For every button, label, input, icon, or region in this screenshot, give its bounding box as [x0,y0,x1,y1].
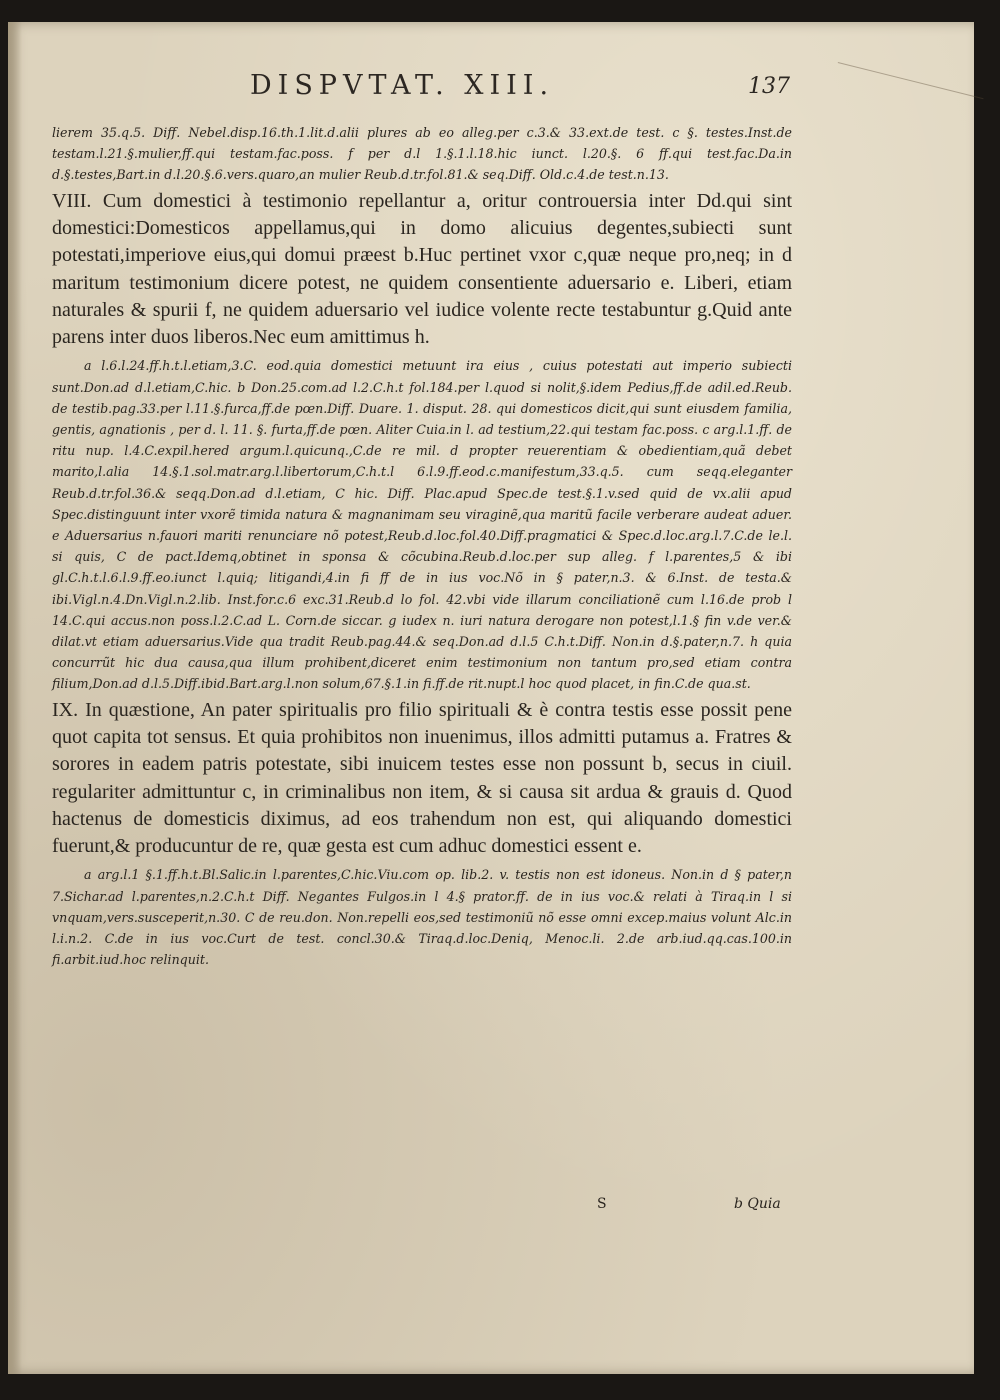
footnotes-ix: a arg.l.1 §.1.ff.h.t.Bl.Salic.in l.parentes,C.hic.Viu.com op. lib.2. v. testis non est idoneus. Non.in d § pater,n 7.Sichar.ad l.parentes,n.2.C.h.t Diff. Negantes Fulgos.in l 4.§ prator.ff. de in ius voc.& relati à Tiraq.in l si vnquam,vers.susceperit,n.30. C de reu.don. Non.repelli eos,sed testimoniũ nõ esse omni excep.maius volunt Alc.in l.i.n.2. C.de in ius voc.Curt de test. concl.30.& Tiraq.d.loc.Deniq, Menoc.li. 2.de arb.iud.qq.cas.100.in fi.arbit.iud.hoc relinquit. [52,867,792,968]
signature-mark: S [597,1196,607,1212]
page-footer [52,1194,792,1220]
catchword: b Quia [734,1196,781,1212]
paragraph-viii: VIII. Cum domestici à testimonio repellantur a, oritur controuersia inter Dd.qui sint domestici:Domesticos appellamus,qui in domo alicuius degentes,subiecti sunt potestati,imperiove eius,qui domui præest b.Huc pertinet vxor c,quæ neque pro,neq; in d maritum testimonium dicere potest, ne quidem consentiente aduersario e. Liberi, etiam naturales & spurii f, ne quidem aduersario vel iudice volente recte testabuntur g.Quid ante parens inter duos liberos.Nec eum amittimus h. [52,189,792,349]
corner-crease [826,62,984,148]
footnotes-continued: lierem 35.q.5. Diff. Nebel.disp.16.th.1.lit.d.alii plures ab eo alleg.per c.3.& 33.ext.de test. c §. testes.Inst.de testam.l.21.§.mulier,ff.qui testam.fac.poss. f per d.l 1.§.1.l.18.hic iunct. l.20.§. 6 ff.qui test.fac.Da.in d.§.testes,Bart.in d.l.20.§.6.vers.quaro,an mulier Reub.d.tr.fol.81.& seq.Diff. Old.c.4.de test.n.13. [52,125,792,183]
binding-shadow [8,22,22,1374]
running-head: DISPVTAT. XIII. [250,70,555,101]
paragraph-ix: IX. In quæstione, An pater spiritualis pro filio spirituali & è contra testis esse possit pene quot capita tot sensus. Et quia prohibitos non inuenimus, illos admitti putamus a. Fratres & sorores in eadem patris potestate, sibi inuicem testes esse non possunt b, secus in ciuil. regulariter admittuntur c, in criminalibus non item, & si causa sit ardua & grauis d. Quod hactenus de domesticis diximus, ad eos trahendum non est, qui aliquando domestici fuerunt,& producuntur de re, quæ gesta est cum adhuc domestici essent e. [52,698,792,858]
page-body [52,122,792,970]
page-number: 137 [748,74,790,99]
footnotes-viii: a l.6.l.24.ff.h.t.l.etiam,3.C. eod.quia domestici metuunt ira eius , cuius potestati aut imperio subiecti sunt.Don.ad d.l.etiam,C.hic. b Don.25.com.ad l.2.C.h.t fol.184.per l.quod si nolit,§.idem Pedius,ff.de adil.ed.Reub. de testib.pag.33.per l.11.§.furca,ff.de pœn.Diff. Duare. 1. disput. 28. qui domesticos dicit,qui sunt eiusdem familia, gentis, agnationis , per d. l. 11. §. furta,ff.de pœn. Aliter Cuia.in l. ad testium,22.qui testam fac.poss. c arg.l.1.ff. de ritu nup. l.4.C.expil.hered argum.l.quicunq.,C.de re mil. d propter reuerentiam & obedientiam,quã debet marito,l.alia 14.§.1.sol.matr.arg.l.libertorum,C.h.t.l 6.l.9.ff.eod.c.manifestum,33.q.5. cum seqq.eleganter Reub.d.tr.fol.36.& seqq.Don.ad d.l.etiam, C hic. Diff. Plac.apud Spec.de test.§.1.v.sed quid de vx.alii apud Spec.distinguunt inter vxorẽ timida natura & magnanimam seu viraginẽ,qua maritũ facile verberare audeat aduer. e Aduersarius n.fauori mariti renunciare nõ potest,Reub.d.loc.fol.40.Diff.pragmatici & Spec.d.loc.arg.l.7.C.de le.l. si quis, C de pact.Idemq,obtinet in sponsa & cõcubina.Reub.d.loc.per sup alleg. f l.parentes,5 & ibi gl.C.h.t.l.6.l.9.ff.eo.iunct l.quiq; litigandi,4.in fi ff de in ius voc.Nõ in § pater,n.3. & 6.Inst. de testa.& ibi.Vigl.n.4.Dn.Vigl.n.2.lib. Inst.for.c.6 exc.31.Reub.d lo fol. 42.vbi vide illarum conciliationẽ cum l.16.de prob l 14.C.qui accus.non poss.l.2.C.ad L. Corn.de siccar. g iudex n. iuri natura derogare non potest,l.1.§ fin v.de ver.& dilat.vt etiam aduersarius.Vide qua tradit Reub.pag.44.& seq.Don.ad d.l.5 C.h.t.Diff. Non.in d.§.pater,n.7. h quia concurrũt hic dua causa,qua illum prohibent,diceret enim testimonium non tantum pro,sed etiam contra filium,Don.ad d.l.5.Diff.ibid.Bart.arg.l.non solum,67.§.1.in fi.ff.de rit.nupt.l hoc quod placet, in fin.C.de qua.st. [52,358,792,692]
